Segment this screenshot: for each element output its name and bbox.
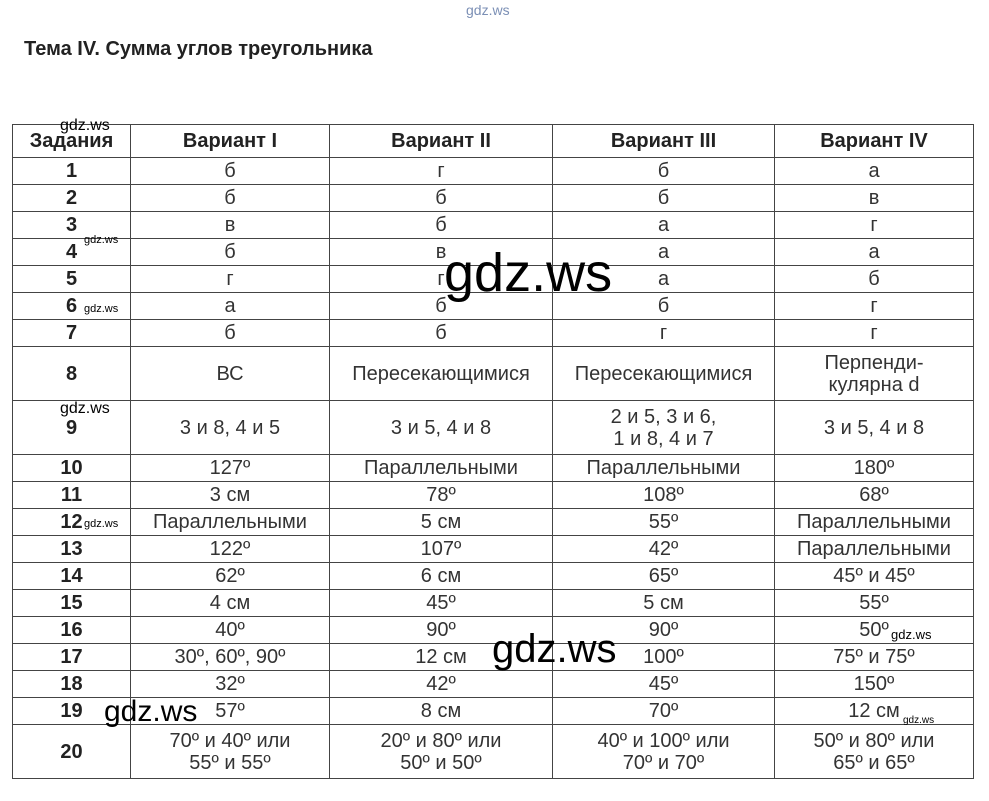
answer-cell-variant-3: а [553, 239, 775, 266]
table-row [13, 482, 974, 509]
answer-cell-variant-1: 70º и 40º или 55º и 55º [131, 725, 330, 779]
answer-cell-variant-4: 68º [775, 482, 974, 509]
table-row [13, 509, 974, 536]
watermark-small: gdz.ws [60, 400, 110, 417]
answer-cell-variant-4: г [775, 293, 974, 320]
answer-cell-variant-4: 180º [775, 455, 974, 482]
answer-cell-variant-3: б [553, 293, 775, 320]
answer-cell-variant-4: 50º [775, 617, 974, 644]
answer-cell-variant-1: 127º [131, 455, 330, 482]
watermark-large: gdz.ws [444, 243, 613, 303]
answer-cell-variant-4: а [775, 239, 974, 266]
answer-cell-variant-3: 42º [553, 536, 775, 563]
answer-cell-variant-3: 108º [553, 482, 775, 509]
answer-cell-variant-1: 57º [131, 698, 330, 725]
page-title: Тема IV. Сумма углов треугольника [24, 38, 373, 60]
answer-cell-variant-3: 5 см [553, 590, 775, 617]
answer-cell-variant-4: б [775, 266, 974, 293]
answer-cell-variant-2: 20º и 80º или 50º и 50º [330, 725, 553, 779]
answer-cell-variant-2: 107º [330, 536, 553, 563]
answer-cell-variant-2: 90º [330, 617, 553, 644]
task-number: 18 [13, 671, 131, 698]
task-number: 4 [13, 239, 131, 266]
answer-cell-variant-3: 70º [553, 698, 775, 725]
answer-cell-variant-1: 3 и 8, 4 и 5 [131, 401, 330, 455]
answer-cell-variant-1: а [131, 293, 330, 320]
table-row [13, 347, 974, 401]
answer-cell-variant-2: в [330, 239, 553, 266]
task-number: 5 [13, 266, 131, 293]
answer-cell-variant-4: 50º и 80º или 65º и 65º [775, 725, 974, 779]
answer-cell-variant-4: Параллельными [775, 536, 974, 563]
answer-cell-variant-2: 8 см [330, 698, 553, 725]
watermark-small: gdz.ws [60, 117, 110, 134]
answer-cell-variant-1: 3 см [131, 482, 330, 509]
answer-cell-variant-2: 78º [330, 482, 553, 509]
answer-cell-variant-4: 45º и 45º [775, 563, 974, 590]
answer-cell-variant-3: 2 и 5, 3 и 6, 1 и 8, 4 и 7 [553, 401, 775, 455]
watermark-small: gdz.ws [84, 303, 119, 315]
task-number: 1 [13, 158, 131, 185]
watermark-large: gdz.ws [104, 695, 198, 728]
answer-cell-variant-2: 42º [330, 671, 553, 698]
task-number: 20 [13, 725, 131, 779]
answer-cell-variant-1: 4 см [131, 590, 330, 617]
answer-cell-variant-1: б [131, 185, 330, 212]
answer-cell-variant-4: г [775, 320, 974, 347]
answer-cell-variant-3: 100º [553, 644, 775, 671]
watermark-small: gdz.ws [84, 518, 119, 530]
task-number: 12 [13, 509, 131, 536]
answers-table [12, 124, 974, 779]
answer-cell-variant-3: 40º и 100º или 70º и 70º [553, 725, 775, 779]
task-number: 2 [13, 185, 131, 212]
task-number: 13 [13, 536, 131, 563]
answer-cell-variant-3: 90º [553, 617, 775, 644]
answer-cell-variant-3: а [553, 266, 775, 293]
header-variant-1: Вариант I [131, 125, 330, 158]
table-header-row [13, 125, 974, 158]
answer-cell-variant-2: 3 и 5, 4 и 8 [330, 401, 553, 455]
watermark-top[interactable]: gdz.ws [466, 2, 510, 18]
table-row [13, 590, 974, 617]
answer-cell-variant-4: г [775, 212, 974, 239]
table-row [13, 158, 974, 185]
answer-cell-variant-3: 45º [553, 671, 775, 698]
answer-cell-variant-3: б [553, 185, 775, 212]
answer-cell-variant-3: а [553, 212, 775, 239]
answer-cell-variant-2: Параллельными [330, 455, 553, 482]
task-number: 11 [13, 482, 131, 509]
answer-cell-variant-4: Перпенди- кулярна d [775, 347, 974, 401]
answer-cell-variant-3: 65º [553, 563, 775, 590]
table-row [13, 725, 974, 779]
answer-cell-variant-2: г [330, 158, 553, 185]
answer-cell-variant-2: 5 см [330, 509, 553, 536]
answer-cell-variant-2: б [330, 212, 553, 239]
answer-cell-variant-4: а [775, 158, 974, 185]
answer-cell-variant-1: Параллельными [131, 509, 330, 536]
answer-cell-variant-4: 55º [775, 590, 974, 617]
answer-cell-variant-1: 62º [131, 563, 330, 590]
answer-cell-variant-1: ВС [131, 347, 330, 401]
header-variant-4: Вариант IV [775, 125, 974, 158]
header-variant-3: Вариант III [553, 125, 775, 158]
task-number: 17 [13, 644, 131, 671]
table-row [13, 185, 974, 212]
answer-cell-variant-4: 150º [775, 671, 974, 698]
task-number: 19 [13, 698, 131, 725]
task-number: 3 [13, 212, 131, 239]
answer-cell-variant-3: 55º [553, 509, 775, 536]
task-number: 6 [13, 293, 131, 320]
answer-cell-variant-1: 40º [131, 617, 330, 644]
answer-cell-variant-1: 30º, 60º, 90º [131, 644, 330, 671]
answer-cell-variant-2: Пересекающимися [330, 347, 553, 401]
answer-cell-variant-4: в [775, 185, 974, 212]
header-variant-2: Вариант II [330, 125, 553, 158]
task-number: 8 [13, 347, 131, 401]
watermark-large: gdz.ws [492, 627, 617, 671]
answer-cell-variant-4: 12 см [775, 698, 974, 725]
task-number: 15 [13, 590, 131, 617]
task-number: 7 [13, 320, 131, 347]
answer-cell-variant-3: Пересекающимися [553, 347, 775, 401]
watermark-small: gdz.ws [903, 715, 935, 726]
watermark-small: gdz.ws [84, 234, 119, 246]
answer-cell-variant-4: 75º и 75º [775, 644, 974, 671]
task-number: 10 [13, 455, 131, 482]
answer-cell-variant-2: б [330, 293, 553, 320]
table-row [13, 401, 974, 455]
answer-cell-variant-2: б [330, 320, 553, 347]
table-row [13, 320, 974, 347]
answer-cell-variant-2: 6 см [330, 563, 553, 590]
answer-cell-variant-2: г [330, 266, 553, 293]
table-row [13, 536, 974, 563]
table-row [13, 455, 974, 482]
answer-cell-variant-4: Параллельными [775, 509, 974, 536]
answer-cell-variant-4: 3 и 5, 4 и 8 [775, 401, 974, 455]
task-number: 9 [13, 401, 131, 455]
answer-cell-variant-1: б [131, 158, 330, 185]
answer-cell-variant-3: б [553, 158, 775, 185]
table-row [13, 212, 974, 239]
answer-cell-variant-3: Параллельными [553, 455, 775, 482]
answer-cell-variant-1: в [131, 212, 330, 239]
answer-cell-variant-3: г [553, 320, 775, 347]
answer-cell-variant-1: б [131, 239, 330, 266]
answer-cell-variant-1: г [131, 266, 330, 293]
watermark-small: gdz.ws [891, 627, 932, 642]
answer-cell-variant-1: 122º [131, 536, 330, 563]
answer-cell-variant-1: б [131, 320, 330, 347]
table-row [13, 563, 974, 590]
answer-cell-variant-2: б [330, 185, 553, 212]
answer-cell-variant-1: 32º [131, 671, 330, 698]
answer-cell-variant-2: 45º [330, 590, 553, 617]
task-number: 14 [13, 563, 131, 590]
task-number: 16 [13, 617, 131, 644]
answer-cell-variant-2: 12 см [330, 644, 553, 671]
header-tasks: Задания [13, 125, 131, 158]
